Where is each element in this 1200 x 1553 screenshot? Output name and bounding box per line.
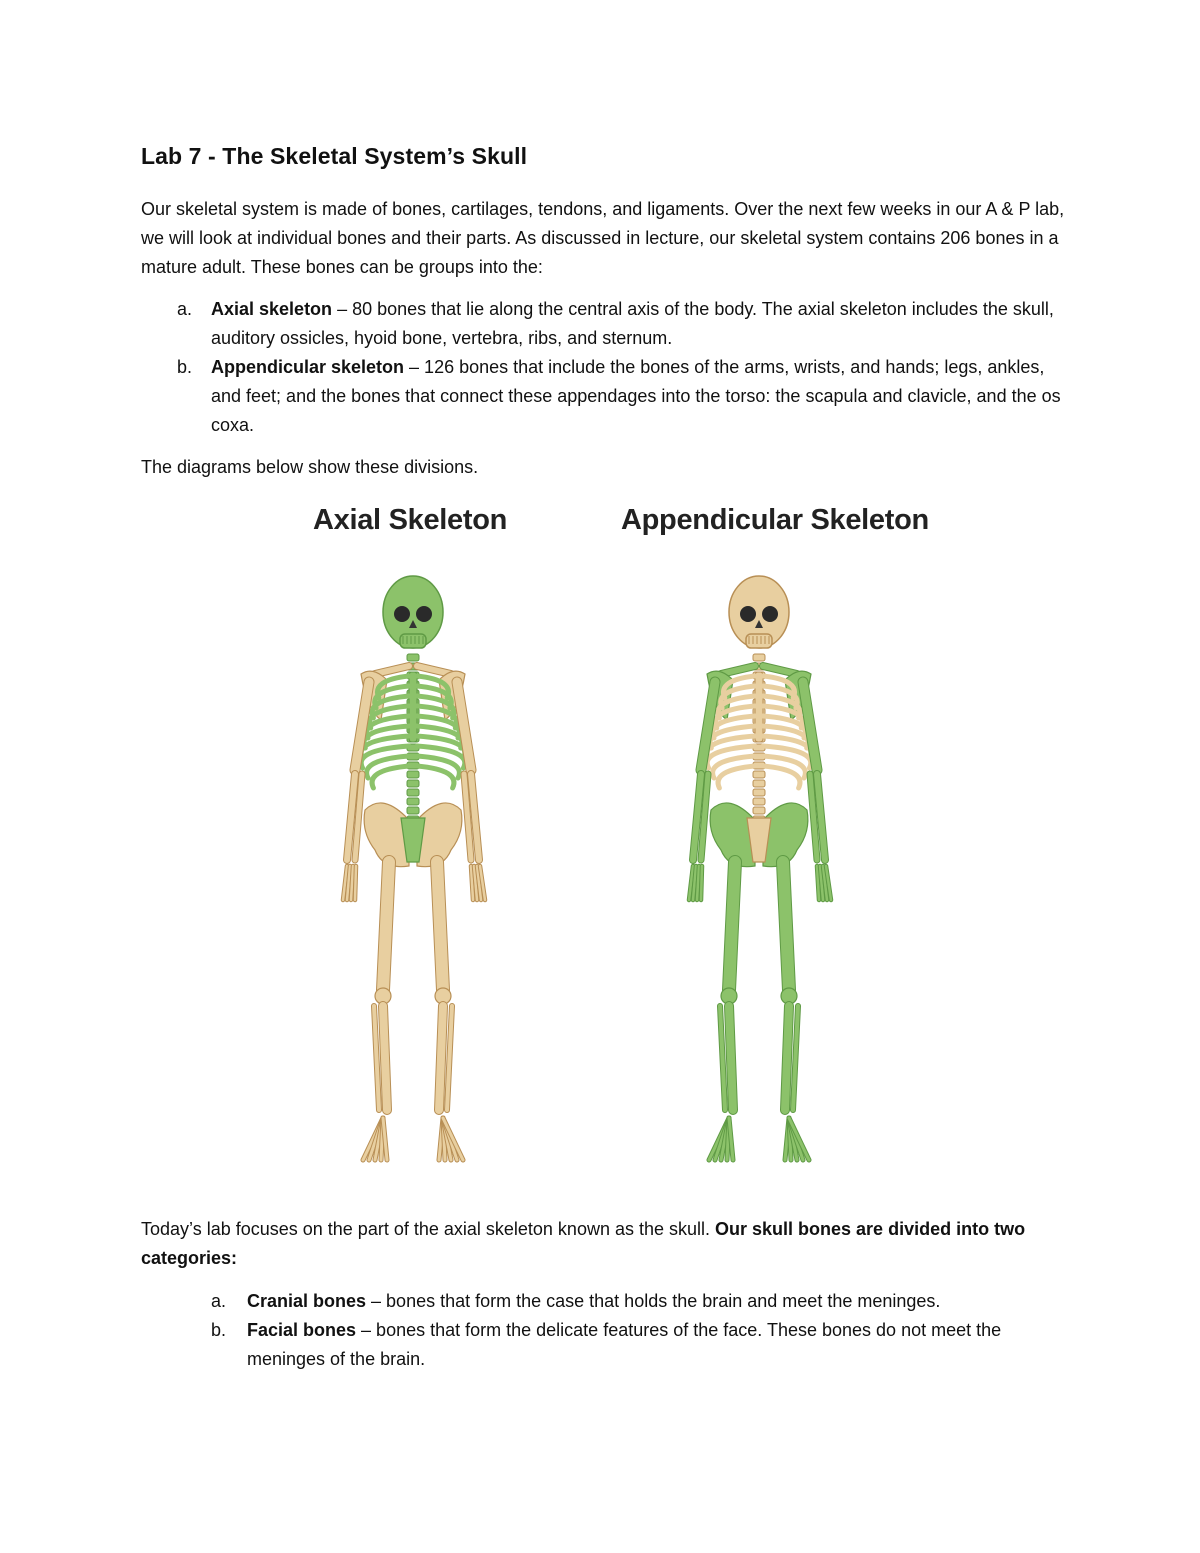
list-marker: b. — [211, 1320, 227, 1340]
vertebra — [407, 771, 419, 778]
fibula-left — [374, 1006, 379, 1110]
divisions-list — [141, 295, 1071, 440]
rib-left — [718, 766, 755, 788]
finger-left — [701, 866, 702, 900]
desc-cranial: – bones that form the case that holds the brain and meet the meninges. — [366, 1291, 941, 1311]
vertebra — [753, 789, 765, 796]
clavicle-left — [721, 666, 755, 674]
vertebra — [753, 771, 765, 778]
list-item — [141, 353, 1071, 440]
figure-title-appendicular: Appendicular Skeleton — [621, 504, 929, 536]
clavicle-right — [763, 666, 797, 674]
fibula-right — [793, 1006, 798, 1110]
list-item — [141, 1287, 1071, 1316]
appendicular-skeleton-figure — [609, 570, 909, 1180]
mandible — [400, 634, 426, 648]
figure-title-axial: Axial Skeleton — [313, 504, 508, 536]
tibia-left — [729, 1006, 733, 1110]
desc-axial: – 80 bones that lie along the central axis of the body. The axial skeleton includes the skull, auditory ossicles, hyoid bone, vertebra, ribs, and sternum. — [211, 299, 1054, 348]
term-axial: Axial skeleton — [211, 299, 333, 319]
list-marker: a. — [211, 1291, 227, 1311]
femur-right — [783, 862, 789, 990]
eye-socket-left — [740, 606, 756, 622]
axial-skeleton-figure — [263, 570, 563, 1180]
vertebra — [407, 780, 419, 787]
page-title: Lab 7 - The Skeletal System’s Skull — [141, 143, 528, 169]
vertebra — [753, 654, 765, 661]
vertebra — [407, 789, 419, 796]
skull-categories-list — [141, 1287, 1071, 1374]
intro-paragraph: Our skeletal system is made of bones, cartilages, tendons, and ligaments. Over the next few weeks in our A & P lab, we will look at individual bones and their parts. As discussed in lecture, our skeletal system contains 206 bones in a mature adult. These bones can be groups into the: — [141, 199, 1065, 277]
desc-appendicular: – 126 bones that include the bones of the arms, wrists, and hands; legs, ankles, and feet; and the bones that connect these appendages into the torso: the scapula and clavicle, and the os coxa. — [211, 357, 1061, 435]
vertebra — [407, 654, 419, 661]
vertebra — [407, 807, 419, 814]
tibia-right — [785, 1006, 789, 1110]
vertebra — [753, 798, 765, 805]
term-facial: Facial bones — [247, 1320, 357, 1340]
femur-right — [437, 862, 443, 990]
eye-socket-right — [762, 606, 778, 622]
clavicle-left — [375, 666, 409, 674]
fibula-right — [447, 1006, 452, 1110]
eye-socket-left — [394, 606, 410, 622]
diagrams-intro: The diagrams below show these divisions. — [141, 457, 479, 477]
vertebra — [407, 798, 419, 805]
fibula-left — [720, 1006, 725, 1110]
rib-right — [417, 766, 454, 788]
femur-left — [383, 862, 389, 990]
finger-left — [355, 866, 356, 900]
tibia-left — [383, 1006, 387, 1110]
vertebra — [753, 780, 765, 787]
tibia-right — [439, 1006, 443, 1110]
eye-socket-right — [416, 606, 432, 622]
skull-intro-bold: Our skull bones are divided into two categories: — [141, 1219, 1026, 1268]
term-appendicular: Appendicular skeleton — [211, 357, 405, 377]
rib-right — [763, 766, 800, 788]
rib-left — [372, 766, 409, 788]
skull-intro-paragraph — [141, 1215, 1071, 1273]
list-marker: b. — [177, 357, 193, 377]
term-cranial: Cranial bones — [247, 1291, 367, 1311]
mandible — [746, 634, 772, 648]
skull-intro-text: Today’s lab focuses on the part of the axial skeleton known as the skull. — [141, 1219, 716, 1239]
list-item — [141, 1316, 1071, 1374]
clavicle-right — [417, 666, 451, 674]
list-item — [141, 295, 1071, 353]
list-marker: a. — [177, 299, 193, 319]
desc-facial: – bones that form the delicate features of the face. These bones do not meet the meninges of the brain. — [247, 1320, 1002, 1369]
vertebra — [753, 807, 765, 814]
femur-left — [729, 862, 735, 990]
